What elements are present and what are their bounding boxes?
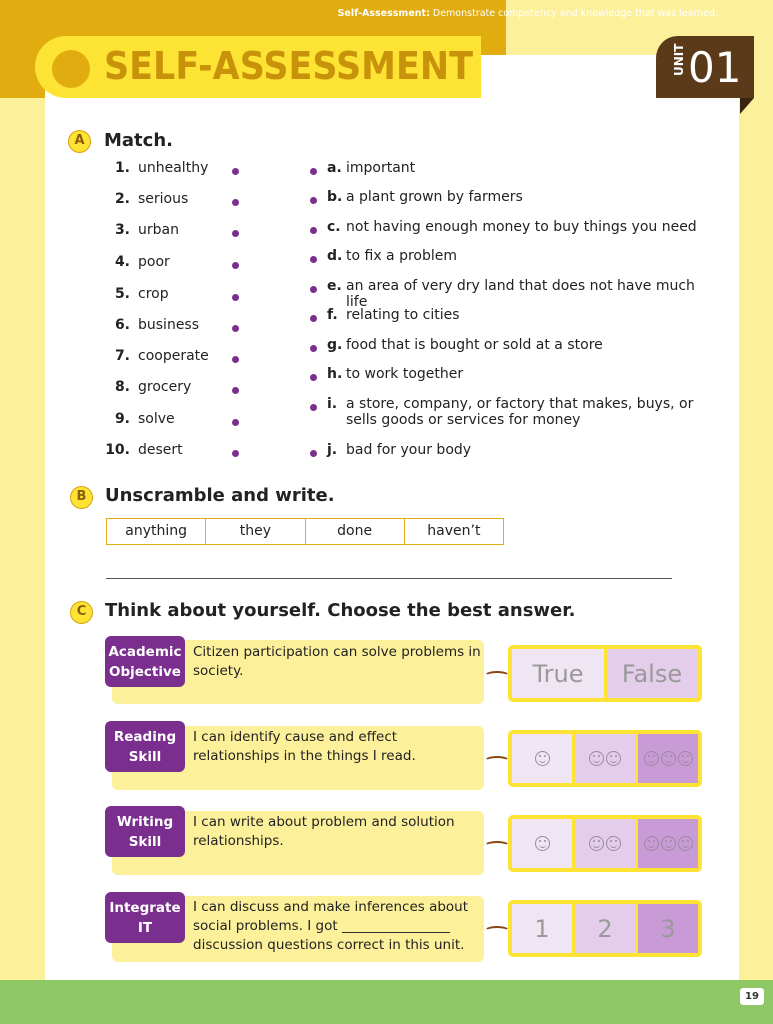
match-dot-left[interactable] [232,356,239,363]
match-dot-right[interactable] [310,315,317,322]
section-b-badge: B [70,486,93,509]
definition-letter: i. [327,396,338,412]
definition-text: a store, company, or factory that makes, buys, or sells goods or services for money [346,396,694,428]
footer-description: Demonstrate competency and knowledge that was learned. [429,8,718,19]
match-item-word: urban [138,222,179,238]
section-c-badge: C [70,601,93,624]
statement-text: I can write about problem and solution relationships. [193,814,455,849]
connector [484,926,510,936]
match-dot-left[interactable] [232,294,239,301]
match-item-number: 3. [114,222,130,238]
connector [484,671,510,681]
definition-letter: g. [327,337,343,353]
score-option-1[interactable]: 1 [512,904,572,953]
rating-options [508,815,702,872]
match-item-number: 6. [114,317,130,333]
definition-text: not having enough money to buy things you need [346,219,697,235]
score-options [508,900,702,957]
rating-one-smile-icon[interactable] [512,734,572,783]
match-dot-right[interactable] [310,450,317,457]
match-item-word: desert [138,442,183,458]
statement-text: I can identify cause and effect relationships in the things I read. [193,729,416,764]
match-dot-right[interactable] [310,374,317,381]
page-number: 19 [740,988,764,1005]
match-dot-left[interactable] [232,230,239,237]
word-bank-item: they [206,519,305,544]
match-item-word: business [138,317,200,333]
rating-two-smiles-icon[interactable] [575,734,635,783]
definition-letter: j. [327,442,338,458]
true-option[interactable]: True [512,649,604,698]
definition-letter: c. [327,219,341,235]
definition-text: important [346,160,416,176]
match-item-number: 10. [105,442,130,458]
false-option[interactable]: False [607,649,697,698]
true-false-options [508,645,702,702]
page-title: SELF-ASSESSMENT [104,44,473,88]
connector [484,841,510,851]
unit-tab-fold [740,98,754,114]
match-dot-left[interactable] [232,168,239,175]
score-option-2[interactable]: 2 [575,904,635,953]
definition-letter: h. [327,366,343,382]
match-dot-left[interactable] [232,262,239,269]
footer-bar [0,980,773,1024]
match-dot-right[interactable] [310,404,317,411]
definition-text: relating to cities [346,307,460,323]
match-item-number: 2. [114,191,130,207]
definition-letter: d. [327,248,343,264]
header-circle-icon [52,50,90,88]
definition-letter: f. [327,307,338,323]
match-dot-right[interactable] [310,168,317,175]
integrate-it-tag: Integrate IT [105,892,185,943]
match-dot-left[interactable] [232,325,239,332]
definition-text: to fix a problem [346,248,458,264]
statement-text: I can discuss and make inferences about social problems. I got ________________ discussion questions correct in this unit. [193,899,469,953]
definition-letter: a. [327,160,342,176]
score-option-3[interactable]: 3 [638,904,698,953]
definition-text: a plant grown by farmers [346,189,523,205]
statement-text: Citizen participation can solve problems in society. [193,644,481,679]
word-bank-item: done [306,519,405,544]
match-item-number: 8. [114,379,130,395]
match-item-number: 7. [114,348,130,364]
match-dot-right[interactable] [310,227,317,234]
match-dot-left[interactable] [232,450,239,457]
unit-label: UNIT [672,43,686,76]
definition-letter: b. [327,189,343,205]
match-dot-left[interactable] [232,419,239,426]
match-item-word: cooperate [138,348,209,364]
academic-objective-tag: Academic Objective [105,636,185,687]
match-dot-right[interactable] [310,256,317,263]
match-item-word: serious [138,191,189,207]
section-a-title: Match. [104,130,173,151]
match-item-word: crop [138,286,169,302]
rating-options [508,730,702,787]
match-dot-left[interactable] [232,199,239,206]
rating-three-smiles-icon[interactable] [638,734,698,783]
section-a-badge: A [68,130,91,153]
reading-skill-tag: Reading Skill [105,721,185,772]
connector [484,756,510,766]
match-item-word: solve [138,411,175,427]
match-dot-right[interactable] [310,286,317,293]
match-item-number: 5. [114,286,130,302]
word-bank-item: haven’t [427,523,481,539]
match-dot-left[interactable] [232,387,239,394]
rating-three-smiles-icon[interactable] [638,819,698,868]
unit-number: 01 [688,43,742,92]
match-item-word: unhealthy [138,160,209,176]
footer-text [338,8,718,19]
writing-skill-tag: Writing Skill [105,806,185,857]
rating-two-smiles-icon[interactable] [575,819,635,868]
section-c-title: Think about yourself. Choose the best answer. [105,600,576,621]
section-b-title: Unscramble and write. [105,485,335,506]
match-dot-right[interactable] [310,345,317,352]
match-dot-right[interactable] [310,197,317,204]
match-item-number: 9. [114,411,130,427]
definition-text: bad for your body [346,442,472,458]
match-item-number: 1. [114,160,130,176]
definition-text: an area of very dry land that does not have much life [346,278,695,310]
match-item-word: grocery [138,379,192,395]
definition-text: food that is bought or sold at a store [346,337,603,353]
answer-writing-line[interactable] [106,578,672,579]
word-bank-item: anything [107,519,206,544]
definition-letter: e. [327,278,342,294]
word-bank [106,518,504,545]
footer-label: Self-Assessment: [337,8,430,19]
match-item-number: 4. [114,254,130,270]
match-item-word: poor [138,254,170,270]
rating-one-smile-icon[interactable] [512,819,572,868]
definition-text: to work together [346,366,464,382]
